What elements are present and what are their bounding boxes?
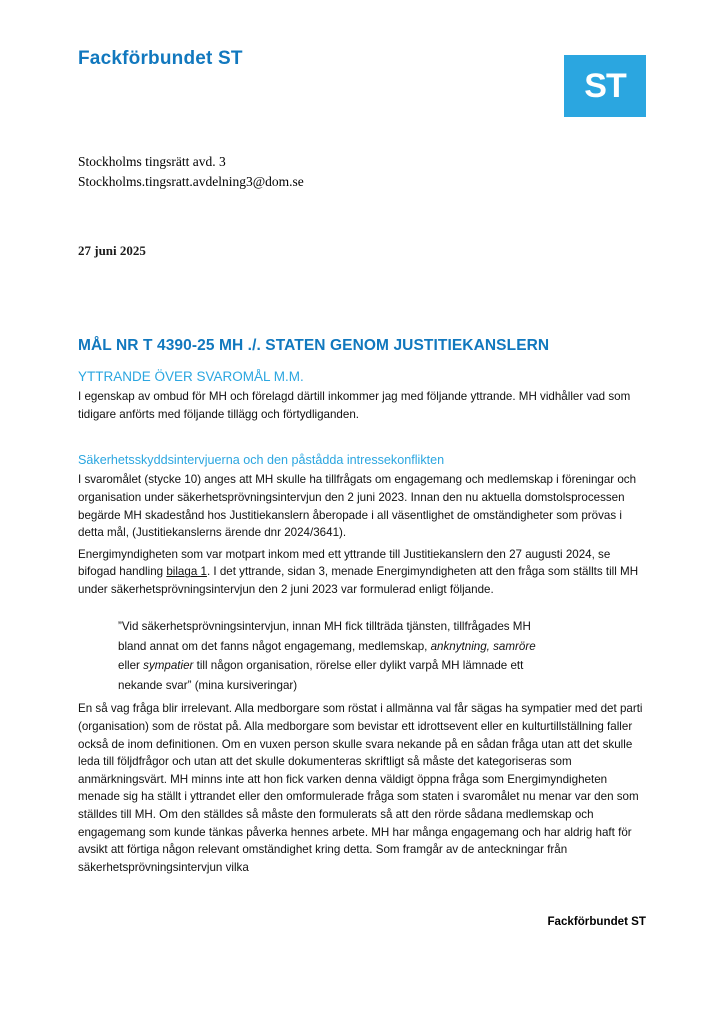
recipient-name: Stockholms tingsrätt avd. 3 (78, 154, 226, 169)
organization-name: Fackförbundet ST (78, 48, 243, 69)
quote-line-3-italic: sympatier (143, 659, 194, 673)
section-paragraph-1: I svaromålet (stycke 10) anges att MH skulle ha tillfrågats om engagemang och medlemskap i föreningar och organisation under säkerhetsprövningsintervjun den 2 juni 2023. Innan den nu aktuella domstolsprocessen begärde MH skadestånd hos Justitiekanslern åberopade i all väsentlighet de omständigheter som prövas i detta mål, (Justitiekanslerns ärende dnr 2024/3641). (78, 473, 637, 540)
quote-line-2-italic: anknytning, samröre (430, 639, 536, 653)
blockquote (118, 617, 598, 697)
page-title: MÅL NR T 4390-25 MH ./. STATEN GENOM JUSTITIEKANSLERN (78, 337, 550, 355)
letter-header (78, 0, 646, 120)
logo-text: ST (584, 67, 626, 105)
closing-paragraph: En så vag fråga blir irrelevant. Alla medborgare som röstat i allmänna val får sägas ha sympatier med det parti (organisation) som de röstat på. Alla medborgare som bevistar ett idrottsevent eller en kulturtillställning faller också de inom definitionen. Om en vuxen person skulle svara nekande på en sådan fråga utan att det skulle leda till följdfrågor och utan att det skulle dokumenteras skriftligt så måste det kategoriseras som anmärkningsvärt. MH minns inte att hon fick varken denna väldigt öppna fråga som Energimyndigheten menade sig ha ställt i yttrandet eller den omformulerade fråga som staten i svaromålet nu menar var den som ställdes till MH. Om den ställdes så måste den formulerats så att den rörde sådana medlemskap och engagemang som kunde tänkas påverka hennes arbete. MH har många engagemang och har aldrig haft för avsikt att förtiga någon relevant omständighet kring detta. Som framgår av de anteckningar från säkerhetsprövningsintervjun vilka (78, 702, 643, 874)
quote-line-2-text: bland annat om det fanns något engagemang, medlemskap, (118, 639, 431, 653)
document-subtitle: YTTRANDE ÖVER SVAROMÅL M.M. (78, 369, 304, 385)
attachment-link[interactable]: bilaga 1 (166, 565, 207, 579)
recipient-email: Stockholms.tingsratt.avdelning3@dom.se (78, 173, 304, 189)
page-footer: Fackförbundet ST (547, 915, 646, 928)
letter-date: 27 juni 2025 (78, 243, 146, 259)
section-heading: Säkerhetsskyddsintervjuerna och den påstådda intressekonflikten (78, 453, 445, 468)
intro-paragraph: I egenskap av ombud för MH och förelagd därtill inkommer jag med följande yttrande. MH vidhåller vad som tidigare anförts med följande tillägg och förtydliganden. (78, 390, 631, 421)
section-paragraph-2-pre: Energimyndigheten som var motpart inkom med ett yttrande till Justitiekanslern den 27 augusti 2024, se bifogad handling (78, 547, 611, 579)
st-logo (564, 55, 646, 117)
quote-line-3-tail: till någon organisation, rörelse eller dylikt varpå MH lämnade ett (193, 659, 524, 673)
quote-line-3 (118, 656, 598, 676)
quote-line-3-text: eller (118, 659, 144, 673)
quote-line-2 (118, 637, 598, 657)
quote-line-1: ”Vid säkerhetsprövningsintervjun, innan MH fick tillträda tjänsten, tillfrågades MH (118, 619, 531, 633)
quote-line-4: nekande svar” (mina kursiveringar) (118, 679, 298, 693)
section-paragraph-2 (78, 546, 646, 599)
recipient-block (78, 152, 646, 191)
section-paragraph-2-post: . I det yttrande, sidan 3, menade Energimyndigheten att den fråga som ställts till MH under säkerhetsprövningsintervjun den 2 juni 2023 var formulerad enligt följande. (78, 565, 639, 596)
